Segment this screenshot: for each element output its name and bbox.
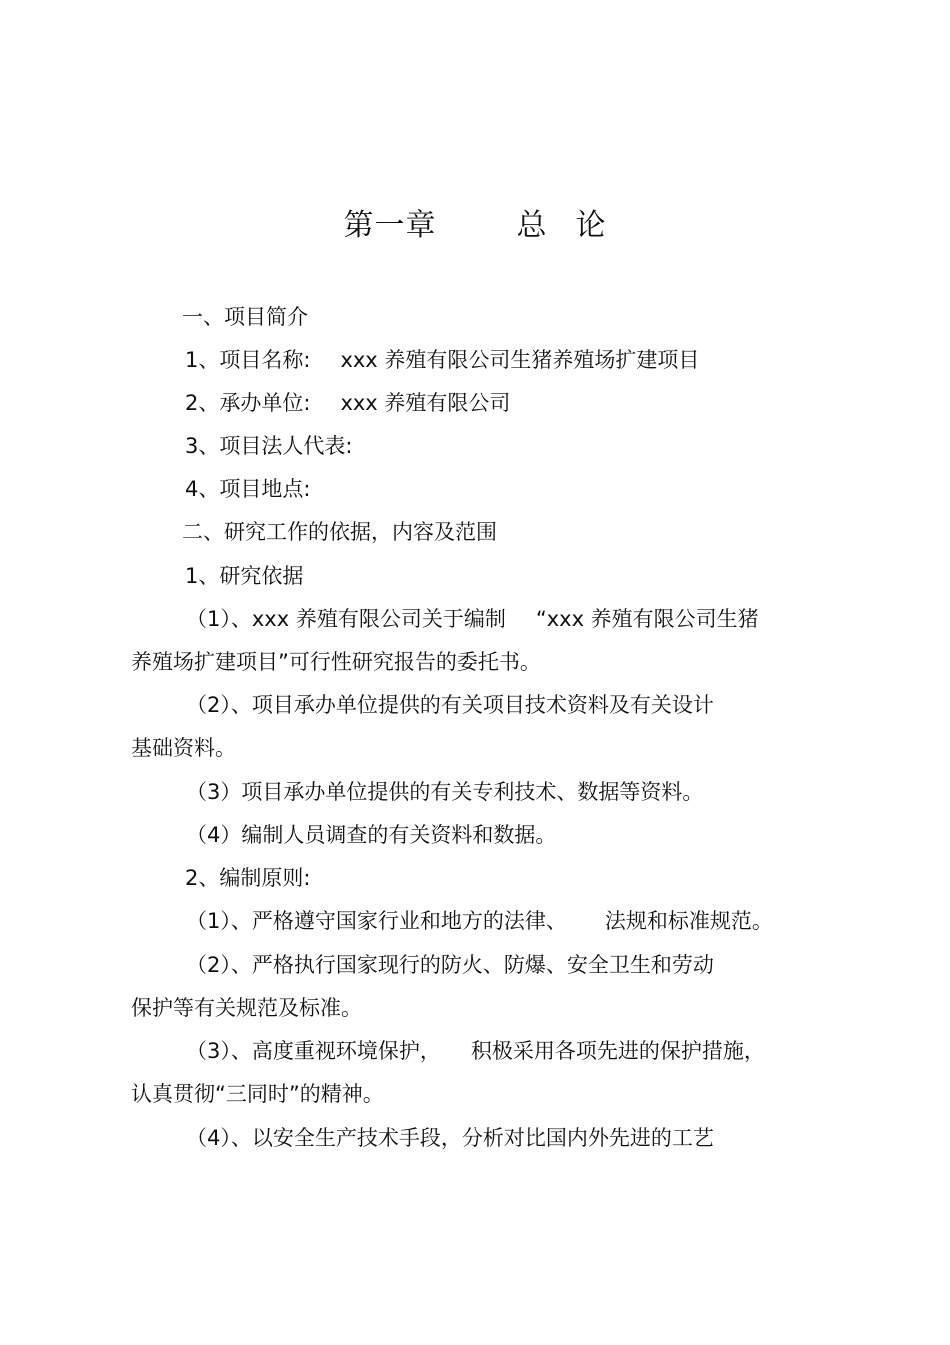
principle-item-2-continued: 保护等有关规范及标准。 [131,996,362,1020]
basis-item-1-part-a: （1）、xxx 养殖有限公司关于编制 [186,607,506,631]
principle-item-1-part-a: （1）、严格遵守国家行业和地方的法律、 [186,909,567,933]
heading-research-basis: 二、研究工作的依据，内容及范围 [182,520,497,544]
principle-item-3-part-a: （3）、高度重视环境保护， [186,1039,441,1063]
sponsor-line [185,388,510,418]
basis-item-2: （2）、项目承办单位提供的有关项目技术资料及有关设计 [186,693,714,717]
principle-item-2: （2）、严格执行国家现行的防火、防爆、安全卫生和劳动 [186,953,714,977]
heading-project-intro: 一、项目简介 [182,305,308,329]
principle-item-3-part-b: 积极采用各项先进的保护措施， [470,1039,765,1063]
legal-rep-line: 3、项目法人代表: [185,434,353,458]
project-name-label: 1、项目名称: [185,348,311,372]
principle-item-1-part-b: 法规和标准规范。 [604,909,773,933]
principle-item-3-continued: 认真贯彻“三同时”的精神。 [131,1082,384,1106]
basis-item-2-continued: 基础资料。 [131,736,236,760]
sponsor-value: xxx 养殖有限公司 [340,391,511,415]
basis-item-1 [186,604,759,634]
basis-item-1-continued: 养殖场扩建项目”可行性研究报告的委托书。 [131,650,541,674]
sponsor-label: 2、承办单位: [185,391,311,415]
basis-item-3: （3）项目承办单位提供的有关专利技术、数据等资料。 [186,780,704,804]
project-name-value: xxx 养殖有限公司生猪养殖场扩建项目 [340,348,700,372]
subheading-principles: 2、编制原则: [185,866,311,890]
principle-item-3 [186,1036,765,1066]
location-line: 4、项目地点: [185,477,311,501]
chapter-label: 第一章 [343,208,437,243]
subheading-research-basis: 1、研究依据 [185,564,304,588]
chapter-title [0,200,950,244]
basis-item-4: （4）编制人员调查的有关资料和数据。 [186,823,557,847]
chapter-title-char-2: 论 [575,208,607,243]
chapter-title-char-1: 总 [516,208,548,243]
principle-item-4: （4）、以安全生产技术手段，分析对比国内外先进的工艺 [186,1126,714,1150]
project-name-line [185,345,699,375]
principle-item-1 [186,906,773,936]
basis-item-1-part-b: “xxx 养殖有限公司生猪 [535,607,759,631]
